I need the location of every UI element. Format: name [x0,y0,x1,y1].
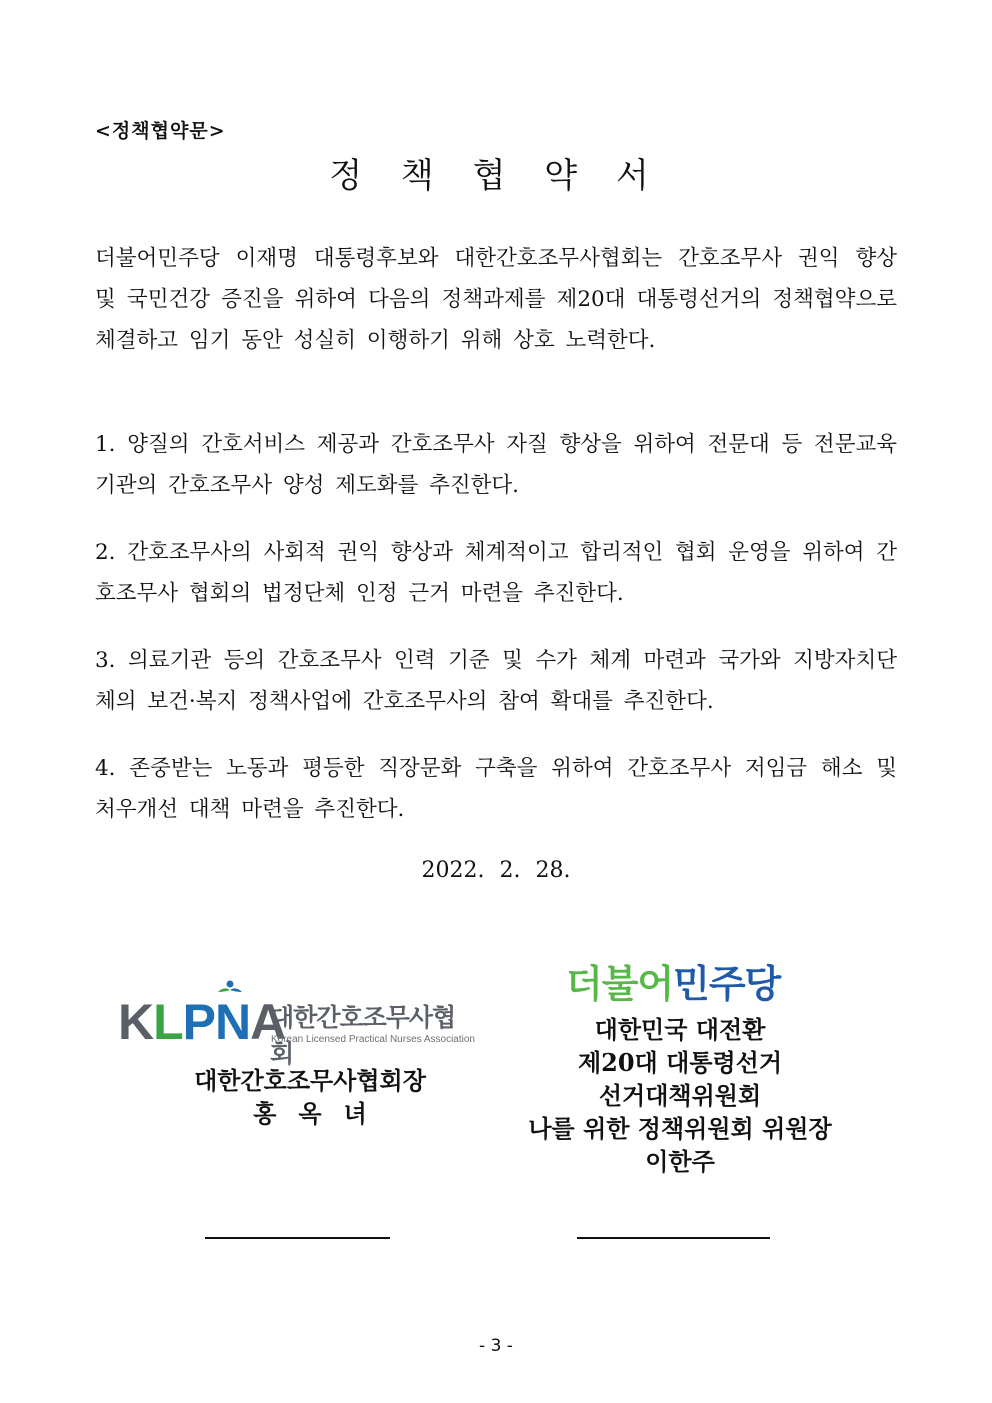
page-number: - 3 - [479,1336,513,1356]
klpna-english-name: Korean Licensed Practical Nurses Association [271,1034,475,1045]
document-title: 정 책 협 약 서 [329,156,663,196]
right-signatory-line1: 대한민국 대전환 [594,1015,766,1044]
right-signatory-line4: 나를 위한 정책위원회 위원장 [528,1114,832,1143]
document-label: <정책협약문> [95,120,226,142]
right-signatory-line2: 제20대 대통령선거 [577,1048,783,1077]
klpna-letter: K [118,994,154,1050]
left-signatory-name: 홍옥녀 [253,1099,389,1128]
policy-item-3: 3. 의료기관 등의 간호조무사 인력 기준 및 수가 체계 마련과 국가와 지방자치단체의 보건·복지 정책사업에 간호조무사의 참여 확대를 추진한다. [95,648,897,714]
left-signature-line [205,1237,390,1239]
right-signatory-line3: 선거대책위원회 [598,1081,762,1110]
democratic-party-logo [566,953,780,1008]
klpna-letter: A [250,994,286,1050]
right-signatory-name: 이한주 [645,1147,715,1176]
klpna-wordmark [118,994,285,1050]
klpna-letter: N [215,994,251,1050]
party-logo-part2: 민주당 [673,962,781,1006]
klpna-korean-name: 대한간호조무사협회 [270,1003,456,1068]
klpna-letter: P [182,994,216,1050]
policy-item-2: 2. 간호조무사의 사회적 권익 향상과 체계적이고 합리적인 협회 운영을 위하여 간호조무사 협회의 법정단체 인정 근거 마련을 추진한다. [95,540,897,606]
policy-item-4: 4. 존중받는 노동과 평등한 직장문화 구축을 위하여 간호조무사 저임금 해소 및 처우개선 대책 마련을 추진한다. [95,756,897,822]
party-logo-part1: 더불어 [566,962,674,1006]
left-signatory-title: 대한간호조무사협회장 [194,1066,426,1095]
right-signatory [480,1013,880,1178]
left-signatory [130,1064,490,1130]
intro-paragraph: 더불어민주당 이재명 대통령후보와 대한간호조무사협회는 간호조무사 권익 향상 및 국민건강 증진을 위하여 다음의 정책과제를 제20대 대통령선거의 정책협약으로 체결하고 임기 동안 성실히 이행하기 위해 상호 노력한다. [95,246,897,353]
klpna-letter: L [153,994,183,1050]
policy-item-1: 1. 양질의 간호서비스 제공과 간호조무사 자질 향상을 위하여 전문대 등 전문교육기관의 간호조무사 양성 제도화를 추진한다. [95,432,897,498]
right-signature-line [577,1237,770,1239]
klpna-logo [118,988,478,1068]
agreement-date: 2022. 2. 28. [421,858,571,883]
